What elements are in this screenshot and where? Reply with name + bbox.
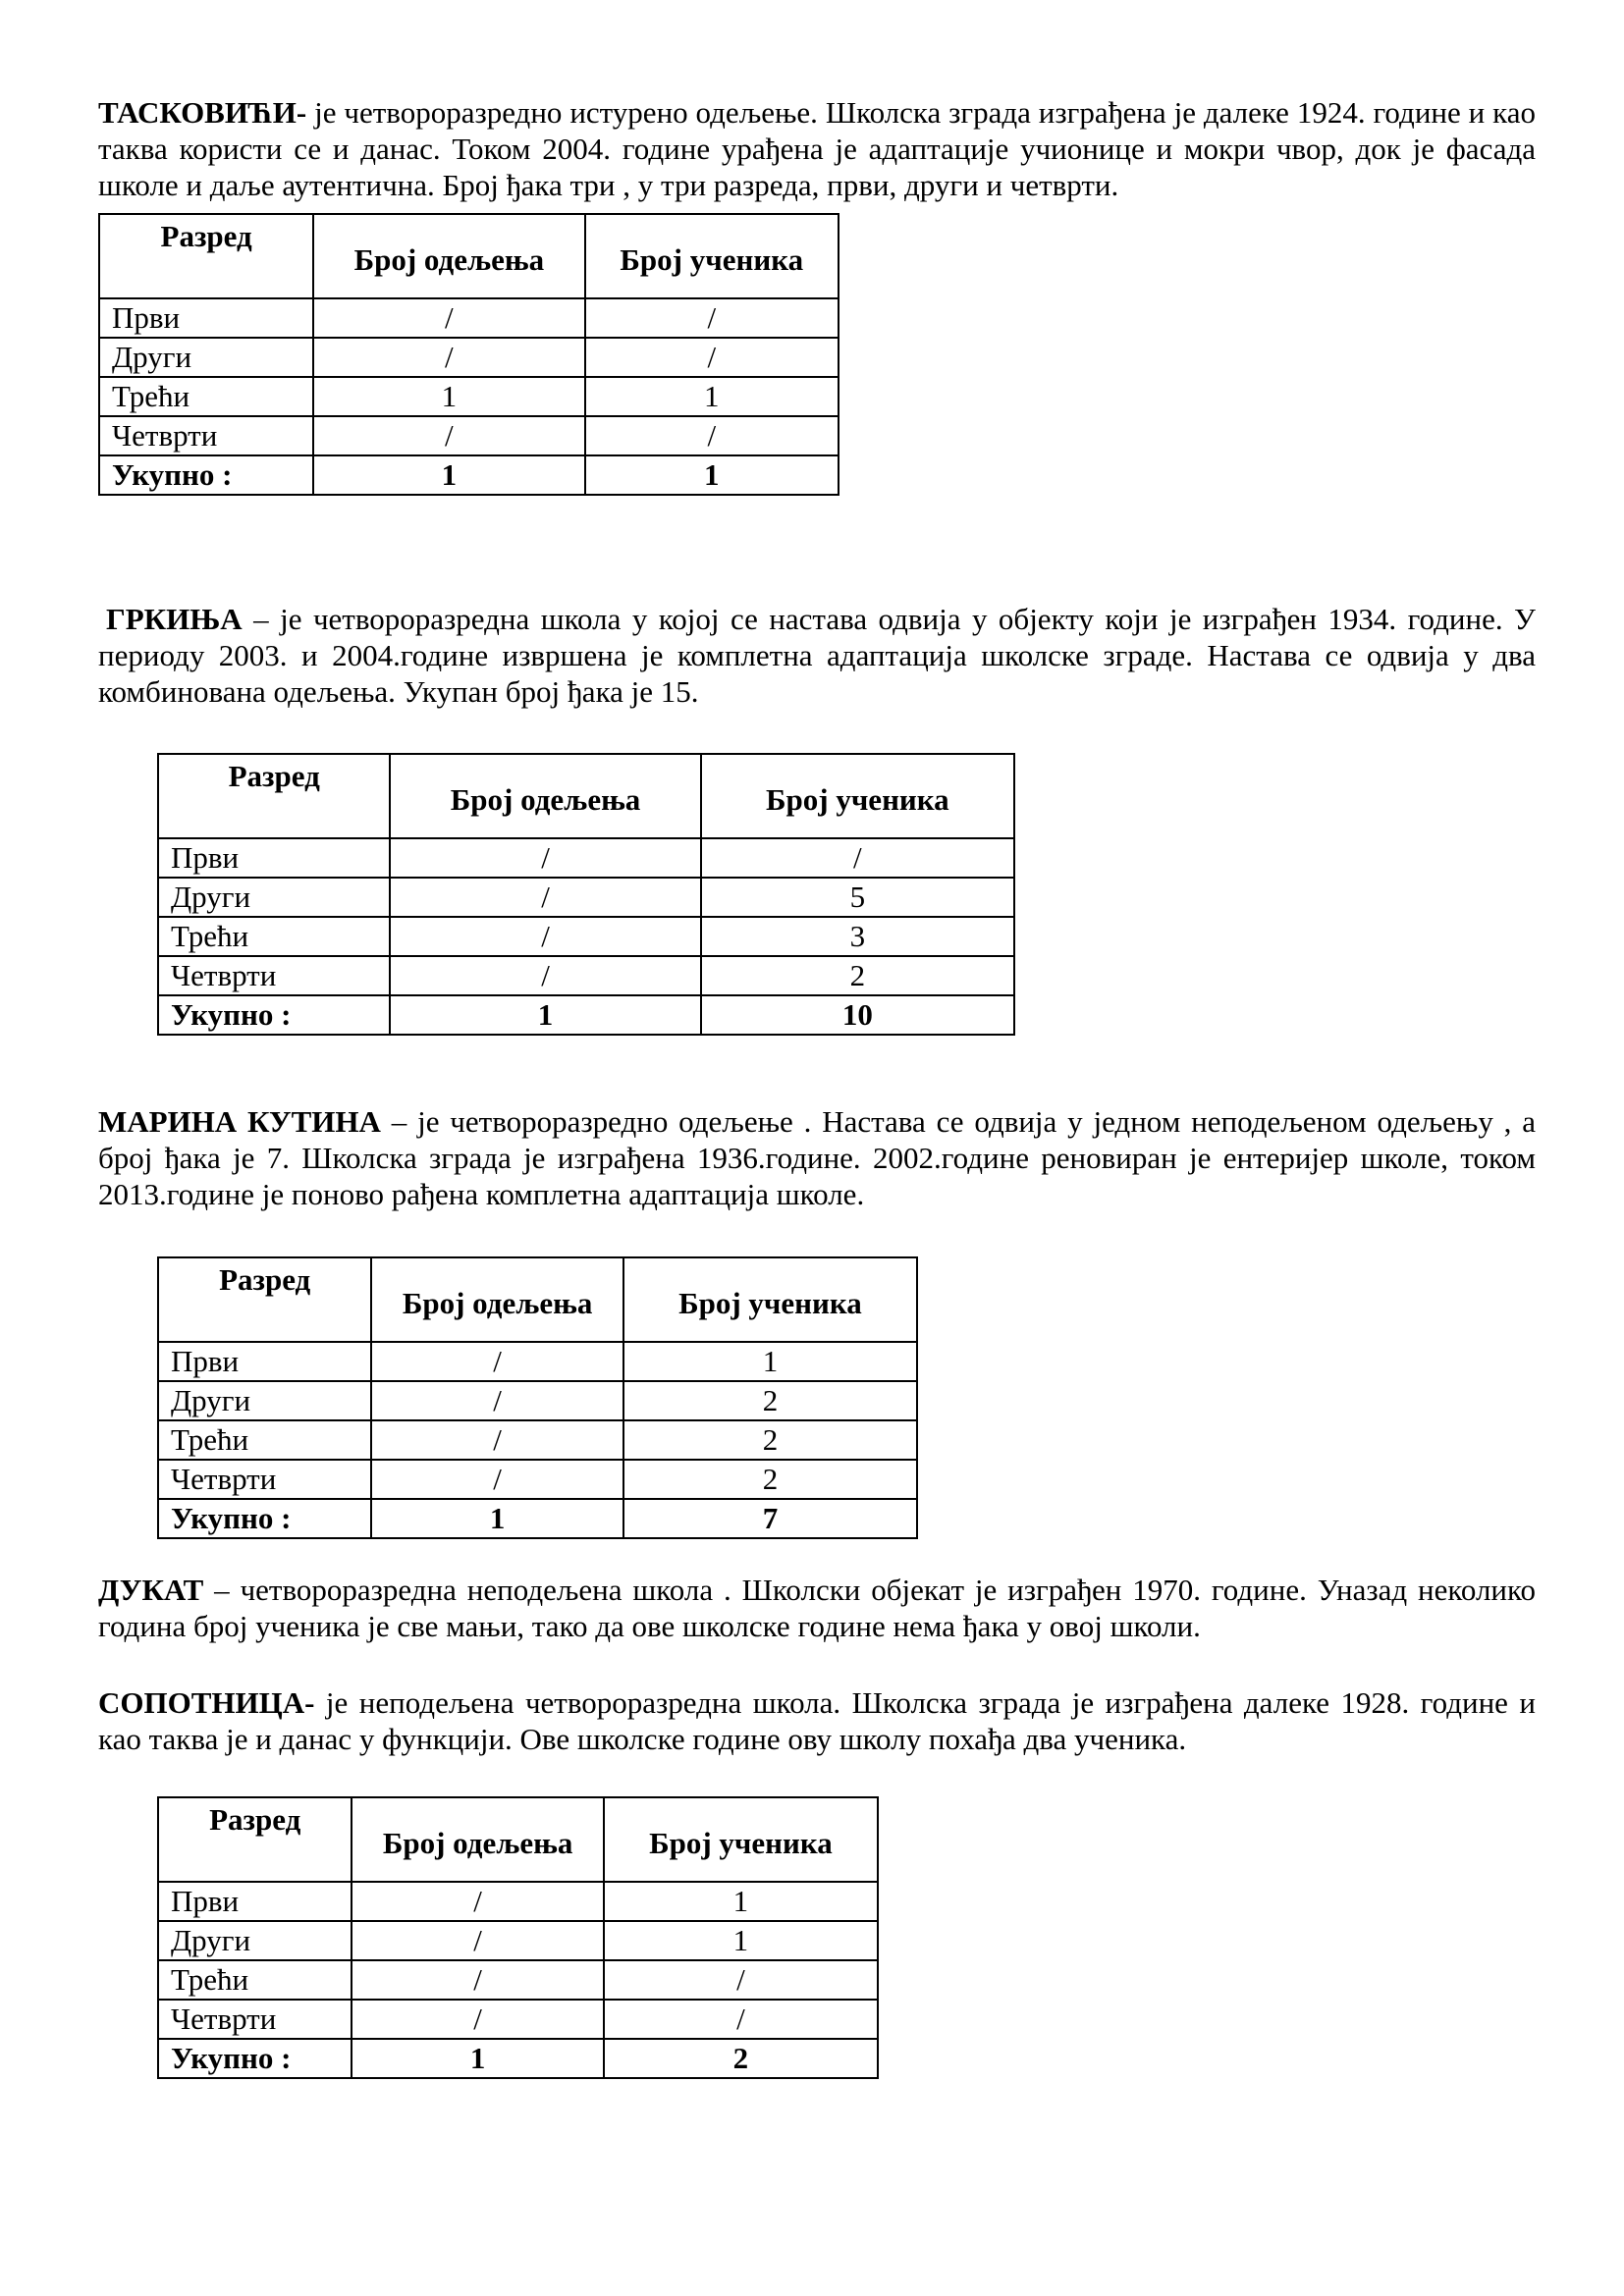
students-cell: 1 xyxy=(585,377,839,416)
header-class: Разред xyxy=(158,754,390,838)
students-cell: / xyxy=(701,838,1014,878)
header-class: Разред xyxy=(158,1797,352,1882)
table-grkinja xyxy=(157,753,1015,1036)
table-row xyxy=(158,2000,878,2039)
students-cell: 2 xyxy=(623,1460,917,1499)
students-cell: 2 xyxy=(623,1381,917,1420)
school-description: – је четвороразредно одељење . Настава се одвија у једном неподељеном одељењу , а број ђака је 7. Школска зграда је изграђена 1936.године. 2002.године реновиран је ентеријер школе, током 2013.године је поново рађена комплетна адаптација школе. xyxy=(98,1104,1536,1211)
table-row xyxy=(99,377,839,416)
students-cell: 1 xyxy=(604,1921,878,1960)
table-row xyxy=(99,416,839,455)
school-name: ГРКИЊА xyxy=(106,602,243,636)
total-sections: 1 xyxy=(390,995,700,1035)
grade-cell: Други xyxy=(158,878,390,917)
table-row xyxy=(99,338,839,377)
sections-cell: / xyxy=(352,1921,603,1960)
grade-cell: Четврти xyxy=(99,416,313,455)
sections-cell: / xyxy=(352,1960,603,2000)
students-cell: / xyxy=(585,338,839,377)
header-class: Разред xyxy=(99,214,313,298)
school-name: МАРИНА КУТИНА xyxy=(98,1104,381,1139)
table-row xyxy=(158,878,1014,917)
sections-cell: / xyxy=(352,2000,603,2039)
sections-cell: / xyxy=(352,1882,603,1921)
table-row xyxy=(158,1921,878,1960)
table-row xyxy=(158,1882,878,1921)
students-cell: 2 xyxy=(701,956,1014,995)
grade-cell: Први xyxy=(158,838,390,878)
students-cell: 3 xyxy=(701,917,1014,956)
paragraph-grkinja xyxy=(98,601,1536,710)
school-description: је четвороразредно истурено одељење. Школска зграда изграђена је далеке 1924. године и као таква користи се и данас. Током 2004. године урађена је адаптације учионице и мокри чвор, док је фасада школе и даље аутентична. Број ђака три , у три разреда, први, други и четврти. xyxy=(98,95,1536,202)
grade-cell: Други xyxy=(99,338,313,377)
school-name: ТАСКОВИЋИ- xyxy=(98,95,307,130)
students-cell: 1 xyxy=(623,1342,917,1381)
total-label: Укупно : xyxy=(99,455,313,495)
table-row xyxy=(158,1420,917,1460)
sections-cell: / xyxy=(371,1342,623,1381)
grade-cell: Трећи xyxy=(158,917,390,956)
school-description: – четвороразредна неподељена школа . Школски објекат је изграђен 1970. године. Уназад неколико година број ученика је све мањи, тако да ове школске године нема ђака у овој школи. xyxy=(98,1573,1536,1643)
total-row xyxy=(158,1499,917,1538)
grade-cell: Трећи xyxy=(158,1960,352,2000)
grade-cell: Трећи xyxy=(99,377,313,416)
sections-cell: / xyxy=(313,338,584,377)
table-row xyxy=(158,956,1014,995)
table-row xyxy=(158,1960,878,2000)
table-row xyxy=(158,1460,917,1499)
grade-cell: Четврти xyxy=(158,2000,352,2039)
total-students: 1 xyxy=(585,455,839,495)
sections-cell: / xyxy=(371,1420,623,1460)
total-label: Укупно : xyxy=(158,2039,352,2078)
paragraph-sopotnica xyxy=(98,1684,1536,1757)
header-sections: Број одељења xyxy=(352,1797,603,1882)
school-description: је неподељена четвороразредна школа. Школска зграда је изграђена далеке 1928. године и као таква је и данас у функцији. Ове школске године ову школу похађа два ученика. xyxy=(98,1685,1536,1756)
total-label: Укупно : xyxy=(158,1499,371,1538)
grade-cell: Трећи xyxy=(158,1420,371,1460)
students-cell: 2 xyxy=(623,1420,917,1460)
total-row xyxy=(158,2039,878,2078)
students-cell: / xyxy=(585,416,839,455)
table-row xyxy=(158,838,1014,878)
table-row xyxy=(158,1381,917,1420)
total-sections: 1 xyxy=(352,2039,603,2078)
school-name: ДУКАТ xyxy=(98,1573,204,1607)
sections-cell: / xyxy=(313,416,584,455)
grade-cell: Први xyxy=(158,1882,352,1921)
grade-cell: Други xyxy=(158,1381,371,1420)
total-students: 10 xyxy=(701,995,1014,1035)
paragraph-dukat xyxy=(98,1572,1536,1644)
total-row xyxy=(158,995,1014,1035)
students-cell: 5 xyxy=(701,878,1014,917)
table-row xyxy=(158,1342,917,1381)
sections-cell: / xyxy=(313,298,584,338)
header-sections: Број одељења xyxy=(371,1257,623,1342)
total-students: 2 xyxy=(604,2039,878,2078)
sections-cell: / xyxy=(390,917,700,956)
school-description: – је четвороразредна школа у којој се настава одвија у објекту који је изграђен 1934. године. У периоду 2003. и 2004.године извршена је комплетна адаптација школске зграде. Настава се одвија у два комбинована одељења. Укупан број ђака је 15. xyxy=(98,602,1536,709)
sections-cell: / xyxy=(390,878,700,917)
grade-cell: Први xyxy=(99,298,313,338)
header-class: Разред xyxy=(158,1257,371,1342)
students-cell: / xyxy=(585,298,839,338)
paragraph-marina-kutina xyxy=(98,1103,1536,1212)
table-taskovici xyxy=(98,213,839,496)
sections-cell: / xyxy=(390,956,700,995)
total-sections: 1 xyxy=(371,1499,623,1538)
header-students: Број ученика xyxy=(623,1257,917,1342)
sections-cell: 1 xyxy=(313,377,584,416)
table-row xyxy=(158,917,1014,956)
total-students: 7 xyxy=(623,1499,917,1538)
students-cell: / xyxy=(604,2000,878,2039)
grade-cell: Четврти xyxy=(158,1460,371,1499)
grade-cell: Четврти xyxy=(158,956,390,995)
students-cell: / xyxy=(604,1960,878,2000)
header-sections: Број одељења xyxy=(313,214,584,298)
header-students: Број ученика xyxy=(701,754,1014,838)
table-sopotnica xyxy=(157,1796,879,2079)
school-name: СОПОТНИЦА- xyxy=(98,1685,315,1720)
total-label: Укупно : xyxy=(158,995,390,1035)
header-students: Број ученика xyxy=(604,1797,878,1882)
paragraph-taskovici xyxy=(98,94,1536,203)
header-students: Број ученика xyxy=(585,214,839,298)
sections-cell: / xyxy=(371,1381,623,1420)
grade-cell: Први xyxy=(158,1342,371,1381)
table-marina-kutina xyxy=(157,1256,918,1539)
grade-cell: Други xyxy=(158,1921,352,1960)
total-sections: 1 xyxy=(313,455,584,495)
sections-cell: / xyxy=(371,1460,623,1499)
table-row xyxy=(99,298,839,338)
students-cell: 1 xyxy=(604,1882,878,1921)
header-sections: Број одељења xyxy=(390,754,700,838)
total-row xyxy=(99,455,839,495)
sections-cell: / xyxy=(390,838,700,878)
